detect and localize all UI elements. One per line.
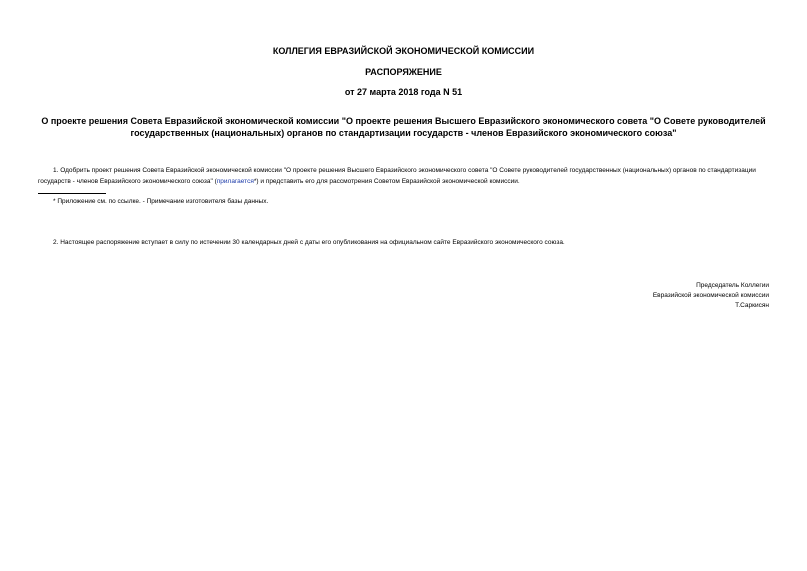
signature-name: Т.Саркисян — [735, 302, 769, 309]
organization-heading: КОЛЛЕГИЯ ЕВРАЗИЙСКОЙ ЭКОНОМИЧЕСКОЙ КОМИССИИ — [272, 46, 535, 56]
signature-organization: Евразийской экономической комиссии — [652, 292, 769, 299]
document-type-heading: РАСПОРЯЖЕНИЕ — [365, 67, 442, 77]
paragraph-1-text-end: *) и представить его для рассмотрения Советом Евразийской экономической комиссии. — [253, 177, 520, 185]
document-date-number: от 27 марта 2018 года N 51 — [344, 87, 463, 97]
document-subject-title: О проекте решения Совета Евразийской экономической комиссии "О проекте решения Высшего Евразийского экономического совета "О Совете руководителей государственных (национальных) органов по стандартизации государств - членов Евразийского экономического союза" — [41, 116, 766, 138]
footnote-text: * Приложение см. по ссылке. - Примечание изготовителя базы данных. — [53, 198, 269, 205]
footnote-divider — [38, 193, 106, 194]
appendix-link[interactable]: прилагается — [216, 177, 254, 185]
signature-position: Председатель Коллегии — [696, 282, 769, 289]
paragraph-1-text-start: 1. Одобрить проект решения Совета Евразийской экономической комиссии "О проекте решения Высшего Евразийского экономического совета "О Совете руководителей государственных (национальных) органов по стандартизации государств - членов Евразийского экономического союза" ( — [38, 167, 756, 185]
paragraph-1 — [38, 166, 770, 187]
paragraph-2: 2. Настоящее распоряжение вступает в силу по истечении 30 календарных дней с даты его опубликования на официальном сайте Евразийского экономического союза. — [53, 239, 565, 246]
